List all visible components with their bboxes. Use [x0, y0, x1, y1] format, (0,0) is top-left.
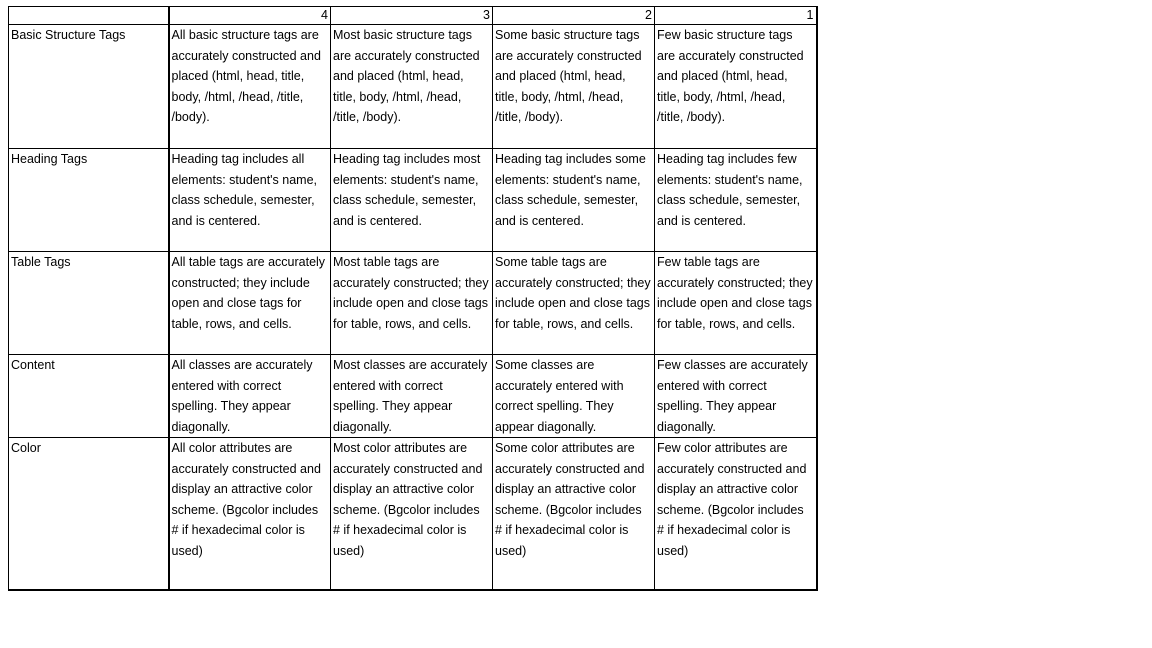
score-cell-1[interactable]: Few table tags are accurately constructed; they include open and close tags for table, rows, and cells. [655, 252, 817, 355]
rubric-table [8, 6, 818, 591]
level-header-2[interactable]: 2 [493, 7, 655, 25]
rubric-sheet [8, 6, 818, 591]
level-header-3[interactable]: 3 [331, 7, 493, 25]
score-cell-3[interactable]: Heading tag includes most elements: student's name, class schedule, semester, and is centered. [331, 149, 493, 252]
score-cell-2[interactable]: Some table tags are accurately constructed; they include open and close tags for table, rows, and cells. [493, 252, 655, 355]
criterion-color[interactable]: Color [9, 438, 169, 591]
score-cell-2[interactable]: Some classes are accurately entered with correct spelling. They appear diagonally. [493, 355, 655, 438]
table-row [9, 355, 817, 438]
score-cell-1[interactable]: Few classes are accurately entered with correct spelling. They appear diagonally. [655, 355, 817, 438]
criterion-basic-structure-tags[interactable]: Basic Structure Tags [9, 25, 169, 149]
score-cell-3[interactable]: Most classes are accurately entered with correct spelling. They appear diagonally. [331, 355, 493, 438]
corner-cell[interactable] [9, 7, 169, 25]
score-cell-4[interactable]: All classes are accurately entered with correct spelling. They appear diagonally. [169, 355, 331, 438]
score-cell-2[interactable]: Heading tag includes some elements: student's name, class schedule, semester, and is centered. [493, 149, 655, 252]
table-row [9, 252, 817, 355]
score-cell-3[interactable]: Most color attributes are accurately constructed and display an attractive color scheme. (Bgcolor includes # if hexadecimal color is used) [331, 438, 493, 591]
score-cell-2[interactable]: Some basic structure tags are accurately constructed and placed (html, head, title, body, /html, /head, /title, /body). [493, 25, 655, 149]
score-cell-1[interactable]: Few color attributes are accurately constructed and display an attractive color scheme. (Bgcolor includes # if hexadecimal color is used) [655, 438, 817, 591]
score-cell-2[interactable]: Some color attributes are accurately constructed and display an attractive color scheme. (Bgcolor includes # if hexadecimal color is used) [493, 438, 655, 591]
level-header-1[interactable]: 1 [655, 7, 817, 25]
table-row [9, 149, 817, 252]
header-row [9, 7, 817, 25]
table-row [9, 438, 817, 591]
score-cell-4[interactable]: All table tags are accurately constructed; they include open and close tags for table, rows, and cells. [169, 252, 331, 355]
criterion-heading-tags[interactable]: Heading Tags [9, 149, 169, 252]
score-cell-3[interactable]: Most table tags are accurately constructed; they include open and close tags for table, rows, and cells. [331, 252, 493, 355]
table-row [9, 25, 817, 149]
score-cell-1[interactable]: Few basic structure tags are accurately constructed and placed (html, head, title, body, /html, /head, /title, /body). [655, 25, 817, 149]
level-header-4[interactable]: 4 [169, 7, 331, 25]
score-cell-4[interactable]: All color attributes are accurately constructed and display an attractive color scheme. (Bgcolor includes # if hexadecimal color is used) [169, 438, 331, 591]
criterion-content[interactable]: Content [9, 355, 169, 438]
score-cell-4[interactable]: All basic structure tags are accurately constructed and placed (html, head, title, body, /html, /head, /title, /body). [169, 25, 331, 149]
score-cell-1[interactable]: Heading tag includes few elements: student's name, class schedule, semester, and is centered. [655, 149, 817, 252]
score-cell-3[interactable]: Most basic structure tags are accurately constructed and placed (html, head, title, body, /html, /head, /title, /body). [331, 25, 493, 149]
criterion-table-tags[interactable]: Table Tags [9, 252, 169, 355]
score-cell-4[interactable]: Heading tag includes all elements: student's name, class schedule, semester, and is centered. [169, 149, 331, 252]
